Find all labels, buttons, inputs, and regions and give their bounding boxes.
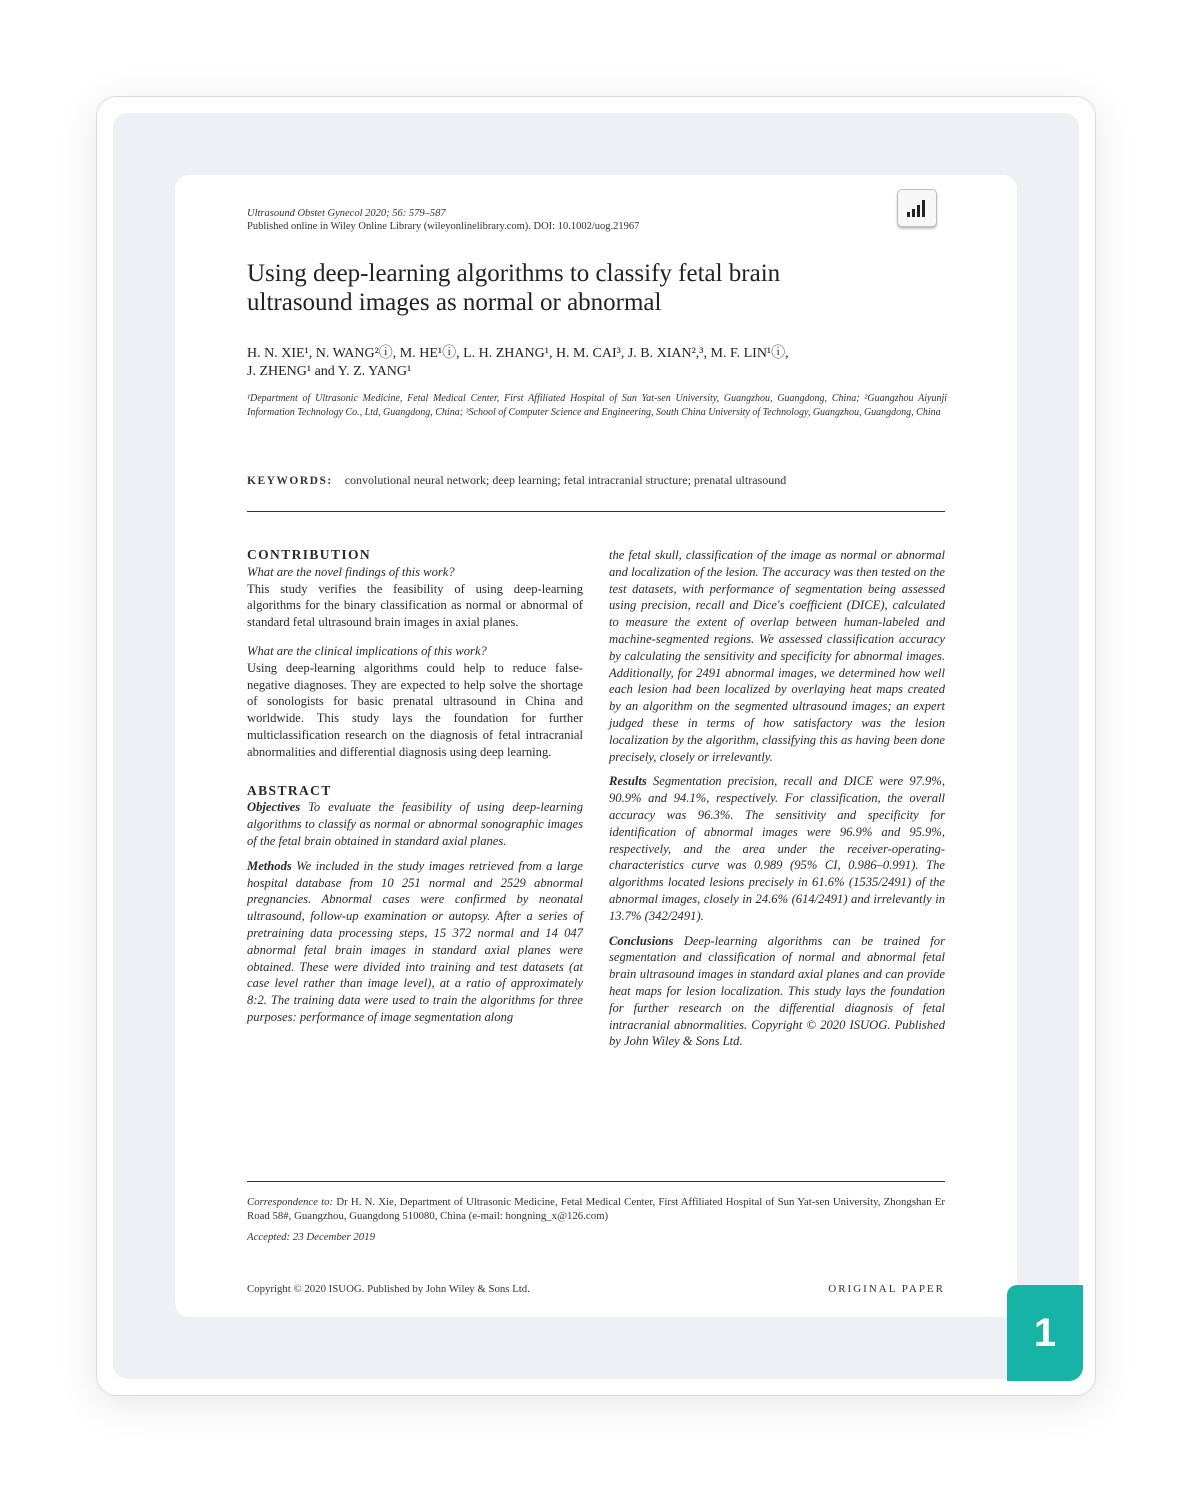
document-card <box>96 96 1096 1396</box>
divider <box>247 511 945 512</box>
results-text: Segmentation precision, recall and DICE were 97.9%, 90.9% and 94.1%, respectively. For classification, the overall accuracy was 96.3%. The sensitivity and specificity for identification of abnormal images were 96.9% and 95.9%, respectively, and the area under the receiver-operating-characteristics curve was 0.989 (95% CI, 0.986–0.991). The algorithms located lesions precisely in 61.6% (1535/2491) of the abnormal images, closely in 24.6% (614/2491) and irrelevantly in 13.7% (342/2491). <box>609 774 945 923</box>
author-list <box>247 345 937 381</box>
paper-title: Using deep-learning algorithms to classify fetal brain ultrasound images as normal or abnormal <box>247 260 781 316</box>
page-number-badge: 1 <box>1007 1285 1083 1381</box>
abstract-objectives <box>247 799 583 849</box>
keywords-row <box>247 473 786 488</box>
keywords-text: convolutional neural network; deep learning; fetal intracranial structure; prenatal ultrasound <box>344 473 787 487</box>
correspondence-label: Correspondence to: <box>247 1196 334 1208</box>
journal-citation: Ultrasound Obstet Gynecol 2020; 56: 579–587 <box>247 208 446 219</box>
methods-text: We included in the study images retrieved from a large hospital database from 10 251 normal and 2529 abnormal pregnancies. Abnormal cases were confirmed by neonatal ultrasound, follow-up examination or autopsy. After a series of pretraining data processing steps, 15 372 normal and 14 047 abnormal fetal brain images in standard axial planes were obtained. These were divided into training and test datasets (at case level rather than image level), at a ratio of approximately 8:2. The training data were used to train the algorithms for three purposes: performance of image segmentation along <box>247 858 583 1024</box>
keywords-label: KEYWORDS: <box>247 475 333 487</box>
abstract-methods <box>247 858 583 1026</box>
abstract-conclusions <box>609 933 945 1051</box>
contribution-heading: CONTRIBUTION <box>247 547 372 562</box>
contribution-answer-2: Using deep-learning algorithms could help to reduce false-negative diagnoses. They are expected to help solve the shortage of sonologists for basic prenatal ultrasound in China and worldwide. This study lays the foundation for further multiclassification research on the diagnosis of fetal intracranial abnormalities and differential diagnosis using deep learning. <box>247 660 583 759</box>
contribution-question-1: What are the novel findings of this work? <box>247 564 455 579</box>
copyright-footer: Copyright © 2020 ISUOG. Published by John Wiley & Sons Ltd. <box>247 1283 530 1295</box>
correspondence-text: Dr H. N. Xie, Department of Ultrasonic Medicine, Fetal Medical Center, First Affiliated Hospital of Sun Yat-sen University, Zhongshan Er Road 58#, Guangzhou, Guangdong 510080, China (e-mail: hongning_x@126.com) <box>247 1196 945 1222</box>
contribution-question-2: What are the clinical implications of this work? <box>247 643 487 658</box>
affiliations: ¹Department of Ultrasonic Medicine, Fetal Medical Center, First Affiliated Hospital of Sun Yat-sen University, Guangzhou, Guangdong, China; ²Guangzhou Aiyunji Information Technology Co., Ltd, Guangdong, China; ³School of Computer Science and Engineering, South China University of Technology, Guangzhou, Guangdong, China <box>247 393 947 418</box>
authors-line-2: J. ZHENG¹ and Y. Z. YANG¹ <box>247 364 412 379</box>
right-column <box>609 547 945 1050</box>
abstract-results <box>609 773 945 924</box>
authors-line-1: H. N. XIE¹, N. WANG²ⓘ, M. HE¹ⓘ, L. H. ZHANG¹, H. M. CAI³, J. B. XIAN²,³, M. F. LIN¹ⓘ, <box>247 346 789 361</box>
paper-type-label: ORIGINAL PAPER <box>828 1283 945 1295</box>
journal-header <box>247 207 639 233</box>
results-label: Results <box>609 774 647 789</box>
objectives-label: Objectives <box>247 800 301 815</box>
methods-label: Methods <box>247 858 292 873</box>
abstract-heading: ABSTRACT <box>247 782 332 798</box>
altmetric-bar-chart-icon[interactable] <box>897 189 937 227</box>
divider <box>247 1181 945 1182</box>
left-column <box>247 547 583 1026</box>
accepted-date: Accepted: 23 December 2019 <box>247 1231 376 1243</box>
contribution-answer-1: This study verifies the feasibility of using deep-learning algorithms for the binary classification as normal or abnormal of standard fetal ultrasound brain images in axial planes. <box>247 581 583 630</box>
objectives-text: To evaluate the feasibility of using deep-learning algorithms to classify as normal or abnormal sonographic images of the fetal brain obtained in standard axial planes. <box>247 800 583 848</box>
correspondence <box>247 1195 945 1223</box>
paper-page <box>175 175 1017 1317</box>
preview-panel <box>113 113 1079 1379</box>
journal-published: Published online in Wiley Online Library (wileyonlinelibrary.com). DOI: 10.1002/uog.21967 <box>247 221 640 232</box>
conclusions-text: Deep-learning algorithms can be trained for segmentation and classification of normal and abnormal fetal brain ultrasound images in standard axial planes and can provide heat maps for lesion localization. This study lays the foundation for further research on the differential diagnosis of fetal intracranial abnormalities. Copyright © 2020 ISUOG. Published by John Wiley & Sons Ltd. <box>609 933 945 1049</box>
methods-continued: the fetal skull, classification of the image as normal or abnormal and localization of the lesion. The accuracy was then tested on the test datasets, with performance of segmentation being assessed using precision, recall and Dice's coefficient (DICE), calculated to measure the extent of overlap between human-labeled and machine-segmented regions. We assessed classification accuracy by calculating the sensitivity and specificity for abnormal images. Additionally, for 2491 abnormal images, we determined how well each lesion had been localized by overlaying heat maps created by an algorithm on the segmented ultrasound images; an expert judged these in terms of how satisfactory was the lesion localization by the algorithm, classifying this as having been done precisely, closely or irrelevantly. <box>609 548 945 764</box>
conclusions-label: Conclusions <box>609 933 674 948</box>
